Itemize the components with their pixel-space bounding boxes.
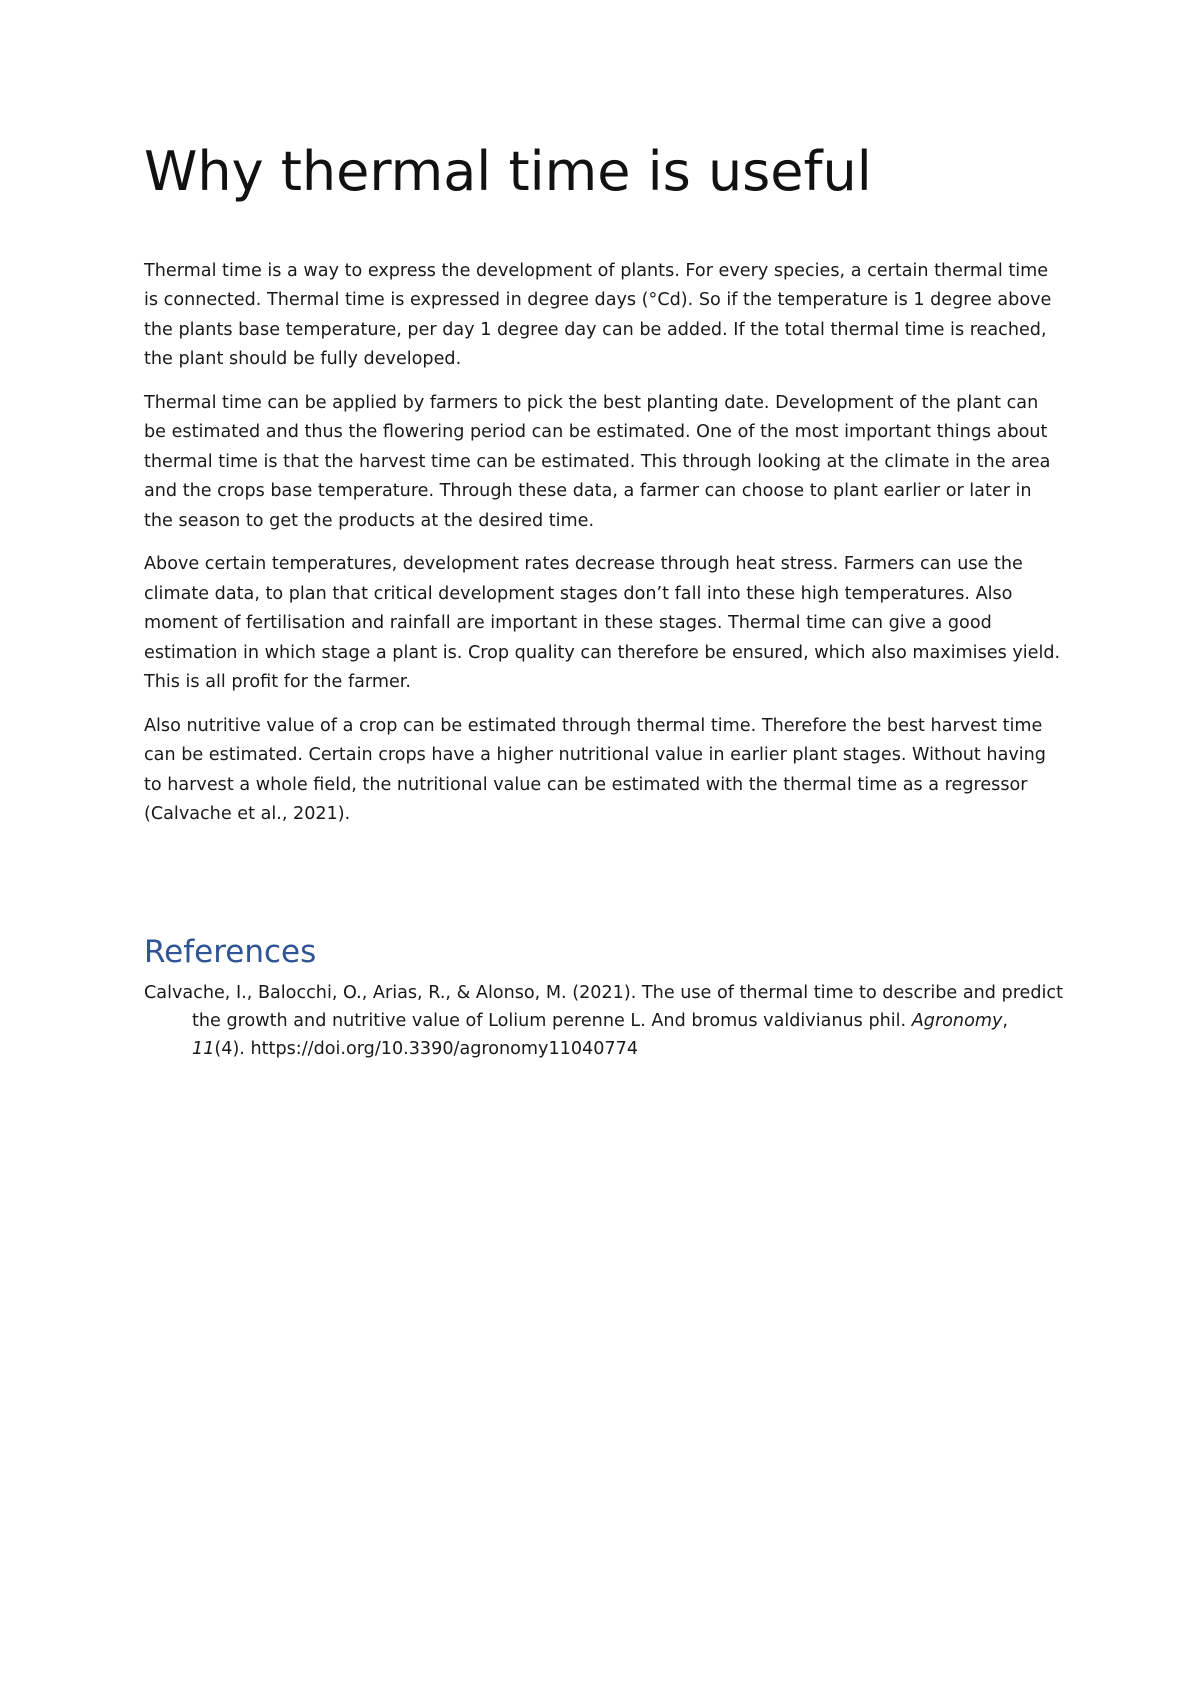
paragraph-definition: Thermal time is a way to express the development of plants. For every species, a certain thermal time is connected. Thermal time is expressed in degree days (°Cd). So if the temperature is 1 degree above the plants base temperature, per day 1 degree day can be added. If the total thermal time is reached, the plant should be fully developed. [144,260,1052,370]
reference-entry [144,979,1064,1063]
reference-volume: 11 [192,1038,215,1059]
references-section [144,934,1064,1063]
paragraph-nutritive-value: Also nutritive value of a crop can be estimated through thermal time. Therefore the best harvest time can be estimated. Certain crops have a higher nutritional value in earlier plant stages. Without having to harvest a whole field, the nutritional value can be estimated with the thermal time as a regressor (Calvache et al., 2021). [144,715,1046,825]
reference-separator: , [1002,1010,1008,1031]
reference-doi-link[interactable]: https://doi.org/10.3390/agronomy11040774 [250,1038,639,1059]
reference-authors-title: Calvache, I., Balocchi, O., Arias, R., & Alonso, M. (2021). The use of thermal time to describe and predict the growth and nutritive value of Lolium perenne L. And bromus valdivianus phil. [144,982,1064,1031]
document-content [144,140,1064,1063]
reference-journal: Agronomy [911,1010,1003,1031]
page-title: Why thermal time is useful [144,140,872,203]
references-heading: References [144,933,317,970]
paragraph-heat-stress: Above certain temperatures, development rates decrease through heat stress. Farmers can use the climate data, to plan that critical development stages don’t fall into these high temperatures. Also moment of fertilisation and rainfall are important in these stages. Thermal time can give a good estimation in which stage a plant is. Crop quality can therefore be ensured, which also maximises yield. This is all profit for the farmer. [144,554,1061,693]
reference-issue: (4). [214,1038,251,1059]
paragraph-planting-date: Thermal time can be applied by farmers to pick the best planting date. Development of the plant can be estimated and thus the flowering period can be estimated. One of the most important things about thermal time is that the harvest time can be estimated. This through looking at the climate in the area and the crops base temperature. Through these data, a farmer can choose to plant earlier or later in the season to get the products at the desired time. [144,392,1051,531]
